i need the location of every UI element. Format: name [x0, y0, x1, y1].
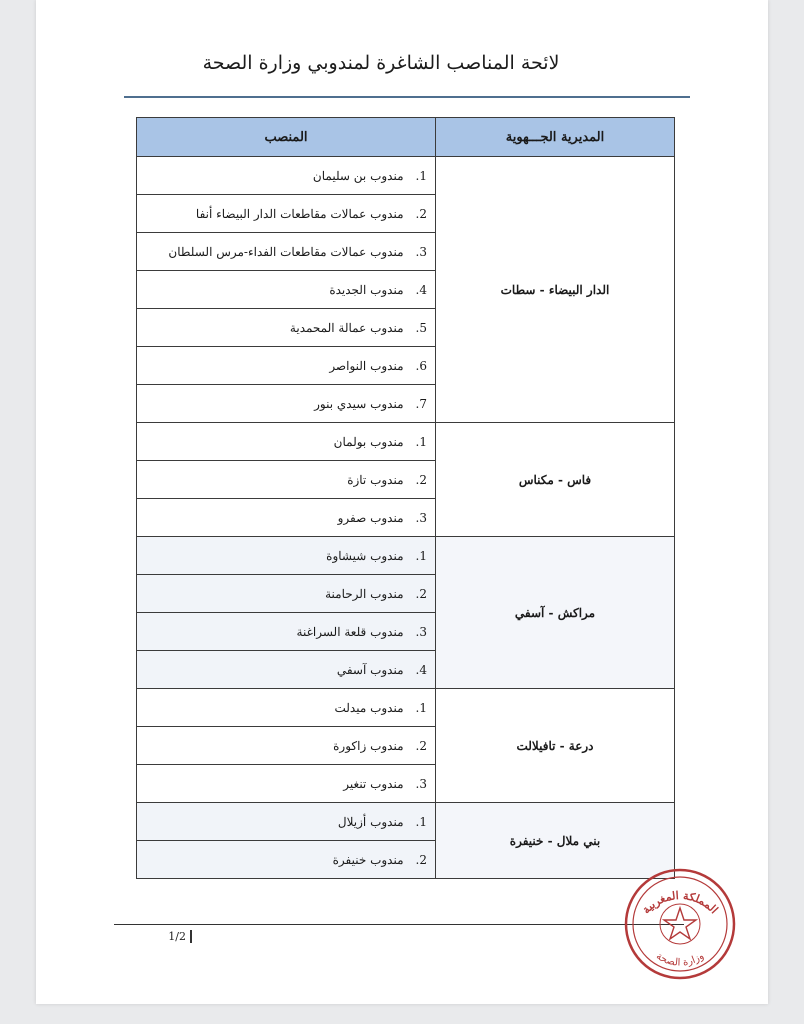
post-label: مندوب تنغير	[343, 776, 404, 791]
post-number: 4.	[415, 662, 427, 677]
header-post: المنصب	[137, 118, 436, 157]
post-cell	[137, 271, 436, 309]
post-label: مندوب شيشاوة	[326, 548, 404, 563]
post-label: مندوب صفرو	[337, 510, 404, 525]
table-row	[137, 157, 675, 195]
post-number: 1.	[415, 700, 427, 715]
post-number: 5.	[415, 320, 427, 335]
post-label: مندوب النواصر	[329, 358, 404, 373]
star-icon	[664, 908, 696, 939]
post-number: 6.	[415, 358, 427, 373]
post-label: مندوب عمالات مقاطعات الفداء-مرس السلطان	[168, 244, 404, 259]
table-row	[137, 803, 675, 841]
post-cell	[137, 651, 436, 689]
post-number: 2.	[415, 472, 427, 487]
stamp-outer-text: المملكة المغربية	[639, 889, 721, 917]
post-number: 1.	[415, 548, 427, 563]
post-number: 3.	[415, 776, 427, 791]
post-label: مندوب بن سليمان	[312, 168, 404, 183]
post-number: 2.	[415, 738, 427, 753]
post-label: مندوب آسفي	[336, 662, 404, 677]
post-number: 1.	[415, 814, 427, 829]
post-cell	[137, 765, 436, 803]
table-row	[137, 423, 675, 461]
post-number: 1.	[415, 434, 427, 449]
post-label: مندوب الرحامنة	[325, 586, 404, 601]
region-cell: فاس - مكناس	[436, 423, 675, 537]
header-region: المديرية الجـــهوية	[436, 118, 675, 157]
post-cell	[137, 841, 436, 879]
post-label: مندوب عمالة المحمدية	[289, 320, 404, 335]
post-cell	[137, 157, 436, 195]
post-label: مندوب عمالات مقاطعات الدار البيضاء أنفا	[195, 206, 404, 221]
post-cell	[137, 689, 436, 727]
table-header-row	[137, 118, 675, 157]
region-cell: درعة - تافيلالت	[436, 689, 675, 803]
region-cell: الدار البيضاء - سطات	[436, 157, 675, 423]
post-cell	[137, 385, 436, 423]
post-number: 2.	[415, 206, 427, 221]
post-cell	[137, 461, 436, 499]
post-cell	[137, 195, 436, 233]
post-label: مندوب تازة	[347, 472, 404, 487]
post-number: 2.	[415, 852, 427, 867]
post-cell	[137, 537, 436, 575]
region-cell: بني ملال - خنيفرة	[436, 803, 675, 879]
table-row	[137, 537, 675, 575]
document-title: لائحة المناصب الشاغرة لمندوبي وزارة الصحة	[202, 52, 560, 74]
post-cell	[137, 423, 436, 461]
post-cell	[137, 347, 436, 385]
post-cell	[137, 233, 436, 271]
post-cell	[137, 803, 436, 841]
post-cell	[137, 499, 436, 537]
post-number: 1.	[415, 168, 427, 183]
post-label: مندوب بولمان	[333, 434, 404, 449]
post-label: مندوب أزيلال	[337, 814, 404, 829]
post-number: 3.	[415, 624, 427, 639]
post-number: 3.	[415, 244, 427, 259]
post-cell	[137, 309, 436, 347]
region-cell: مراكش - آسفي	[436, 537, 675, 689]
page-number: 1/2	[146, 930, 192, 943]
post-number: 2.	[415, 586, 427, 601]
post-label: مندوب ميدلت	[334, 700, 404, 715]
document-page	[36, 0, 768, 1004]
post-cell	[137, 575, 436, 613]
vacant-posts-table	[136, 117, 675, 879]
post-label: مندوب خنيفرة	[332, 852, 404, 867]
title-underline	[124, 96, 690, 98]
post-label: مندوب قلعة السراغنة	[296, 624, 404, 639]
footer-rule	[114, 924, 684, 925]
official-stamp	[620, 864, 740, 984]
table-row	[137, 689, 675, 727]
post-label: مندوب سيدي بنور	[314, 396, 404, 411]
post-number: 7.	[415, 396, 427, 411]
post-cell	[137, 613, 436, 651]
post-cell	[137, 727, 436, 765]
post-number: 3.	[415, 510, 427, 525]
post-label: مندوب الجديدة	[329, 282, 404, 297]
post-number: 4.	[415, 282, 427, 297]
post-label: مندوب زاكورة	[333, 738, 404, 753]
stamp-inner-text: وزارة الصحة	[653, 950, 707, 969]
